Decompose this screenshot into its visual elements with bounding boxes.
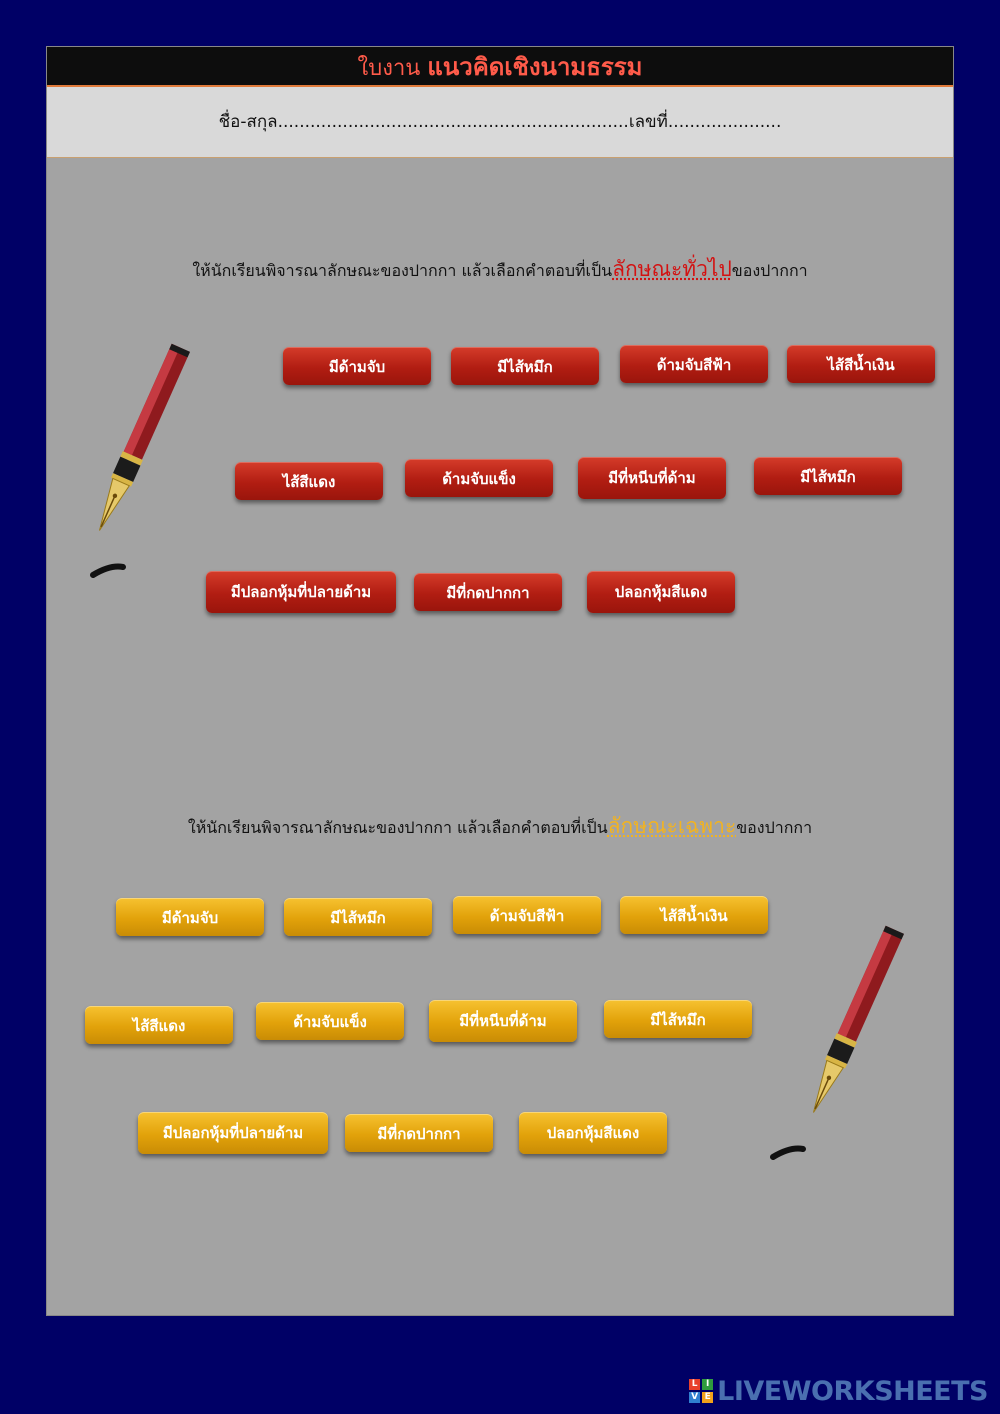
answer-button-general-9[interactable]: มีปลอกหุ้มที่ปลายด้าม (206, 571, 396, 613)
worksheet-title: แนวคิดเชิงนามธรรม (427, 53, 643, 81)
liveworksheets-logo (689, 1376, 988, 1406)
answer-button-specific-5[interactable]: ไส้สีแดง (85, 1006, 233, 1044)
instruction-text-end: ของปากกา (736, 818, 813, 837)
answer-button-specific-11[interactable]: ปลอกหุ้มสีแดง (519, 1112, 667, 1154)
instruction-text: ให้นักเรียนพิจารณาลักษณะของปากกา แล้วเลือกคำตอบที่เป็น (187, 818, 608, 837)
answer-button-general-7[interactable]: มีที่หนีบที่ด้าม (578, 457, 726, 499)
logo-mark-icon (689, 1379, 713, 1403)
answer-button-general-3[interactable]: ด้ามจับสีฟ้า (620, 345, 768, 383)
logo-letter: V (689, 1392, 700, 1403)
logo-letter: E (702, 1392, 713, 1403)
name-field-line (47, 87, 953, 158)
answer-button-specific-4[interactable]: ไส้สีน้ำเงิน (620, 896, 768, 934)
title-prefix: ใบงาน (357, 56, 421, 81)
answer-button-general-1[interactable]: มีด้ามจับ (283, 347, 431, 385)
worksheet (47, 47, 953, 1315)
fountain-pen-icon (765, 925, 915, 1165)
title-bar (47, 47, 953, 87)
answer-button-general-8[interactable]: มีไส้หมึก (754, 457, 902, 495)
answer-button-general-2[interactable]: มีไส้หมึก (451, 347, 599, 385)
name-and-number-label: ชื่อ-สกุล.................................................................เลขที่..................... (218, 112, 782, 132)
answer-button-specific-6[interactable]: ด้ามจับแข็ง (256, 1002, 404, 1040)
answer-button-specific-2[interactable]: มีไส้หมึก (284, 898, 432, 936)
answer-button-specific-1[interactable]: มีด้ามจับ (116, 898, 264, 936)
answer-button-general-6[interactable]: ด้ามจับแข็ง (405, 459, 553, 497)
instruction-general (47, 253, 953, 286)
instruction-text: ให้นักเรียนพิจารณาลักษณะของปากกา แล้วเลือกคำตอบที่เป็น (192, 261, 613, 280)
answer-button-specific-3[interactable]: ด้ามจับสีฟ้า (453, 896, 601, 934)
answer-button-specific-8[interactable]: มีไส้หมึก (604, 1000, 752, 1038)
logo-wordmark: LIVEWORKSHEETS (717, 1375, 988, 1407)
answer-button-specific-9[interactable]: มีปลอกหุ้มที่ปลายด้าม (138, 1112, 328, 1154)
answer-button-specific-10[interactable]: มีที่กดปากกา (345, 1114, 493, 1152)
instruction-text-end: ของปากกา (731, 261, 808, 280)
answer-button-general-11[interactable]: ปลอกหุ้มสีแดง (587, 571, 735, 613)
answer-button-general-4[interactable]: ไส้สีน้ำเงิน (787, 345, 935, 383)
instruction-specific (47, 810, 953, 843)
answer-button-general-5[interactable]: ไส้สีแดง (235, 462, 383, 500)
answer-button-specific-7[interactable]: มีที่หนีบที่ด้าม (429, 1000, 577, 1042)
fountain-pen-icon (87, 343, 237, 583)
answer-button-general-10[interactable]: มีที่กดปากกา (414, 573, 562, 611)
instruction-highlight-specific: ลักษณะเฉพาะ (607, 814, 737, 838)
instruction-highlight-general: ลักษณะทั่วไป (612, 257, 732, 281)
logo-letter: L (689, 1379, 700, 1390)
logo-letter: I (702, 1379, 713, 1390)
